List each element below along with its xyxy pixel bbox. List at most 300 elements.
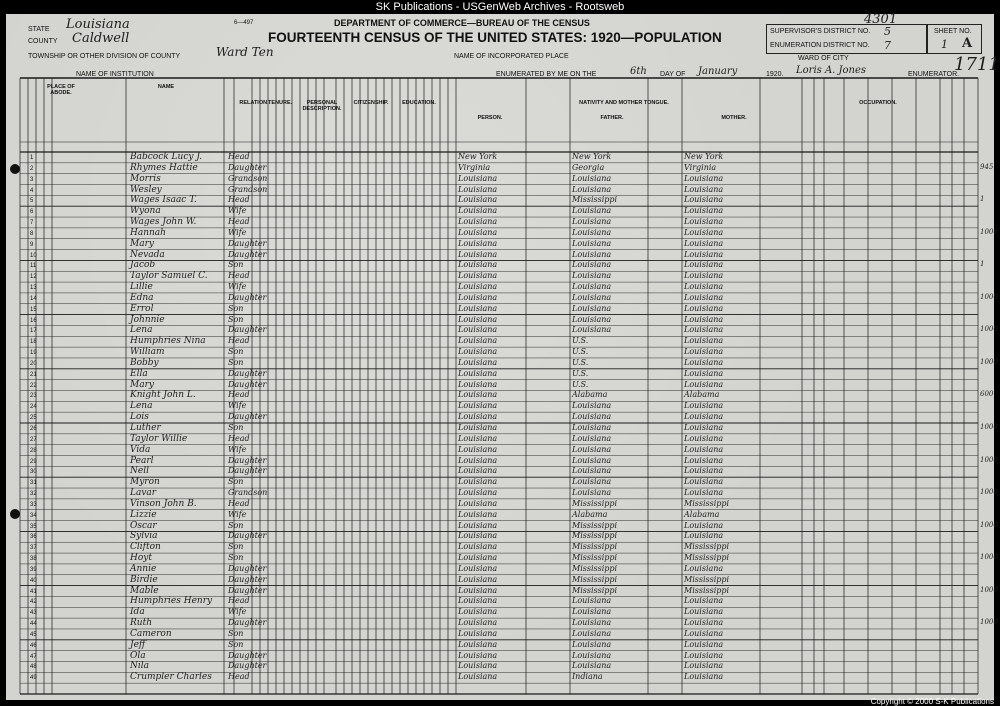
birthplace: Louisiana <box>458 585 498 595</box>
person-name: Pearl <box>130 455 154 466</box>
father-birthplace: Louisiana <box>572 433 612 443</box>
mother-birthplace: Louisiana <box>684 412 724 422</box>
person-name: Taylor Samuel C. <box>130 271 208 282</box>
col-group-tenure: TENURE. <box>268 100 293 106</box>
row-number: 39 <box>30 566 37 573</box>
row-number: 30 <box>30 469 37 476</box>
relation: Head <box>228 271 250 281</box>
col-group-education: EDUCATION. <box>402 100 436 106</box>
enumerator-label: ENUMERATOR. <box>908 71 960 78</box>
father-birthplace: Louisiana <box>572 596 612 606</box>
mother-birthplace: Louisiana <box>684 227 724 237</box>
father-birthplace: Louisiana <box>572 650 612 660</box>
margin-note: 945 <box>980 162 994 171</box>
person-name: Humphries Nina <box>130 336 206 347</box>
row-number: 40 <box>30 577 37 584</box>
birthplace: Louisiana <box>458 650 498 660</box>
person-name: Vinson John B. <box>130 498 197 509</box>
person-name: Mary <box>130 379 154 390</box>
mother-birthplace: Alabama <box>684 509 720 519</box>
mother-birthplace: Louisiana <box>684 433 724 443</box>
sub-header-mother: MOTHER. <box>721 115 747 121</box>
relation: Son <box>228 639 244 649</box>
father-birthplace: Louisiana <box>572 423 612 432</box>
mother-birthplace: Louisiana <box>684 444 724 454</box>
mother-birthplace: Louisiana <box>684 217 724 227</box>
birthplace: Louisiana <box>458 553 498 563</box>
relation: Head <box>228 217 250 227</box>
row-number: 37 <box>30 545 37 552</box>
col-group-nativity: NATIVITY AND MOTHER TONGUE. <box>579 100 669 106</box>
person-name: Johnnie <box>130 314 165 325</box>
person-name: Nevada <box>130 249 165 260</box>
birthplace: Louisiana <box>458 238 498 248</box>
county-value: Caldwell <box>72 31 130 46</box>
father-birthplace: Louisiana <box>572 628 612 638</box>
birthplace: Louisiana <box>458 401 498 411</box>
person-name: Errol <box>130 303 154 314</box>
mother-birthplace: Louisiana <box>684 466 724 476</box>
person-name: Lois <box>130 412 149 423</box>
row-number: 38 <box>30 556 37 563</box>
mother-birthplace: New York <box>684 152 724 161</box>
relation: Son <box>228 303 244 313</box>
father-birthplace: Mississippi <box>572 498 618 508</box>
margin-note: 1000 <box>980 357 998 366</box>
person-name: Crumpler Charles <box>130 672 212 683</box>
relation: Head <box>228 336 250 346</box>
father-birthplace: Louisiana <box>572 314 612 324</box>
father-birthplace: U.S. <box>572 379 589 389</box>
mother-birthplace: Louisiana <box>684 271 724 281</box>
row-number: 49 <box>30 675 37 682</box>
row-number: 13 <box>30 285 37 292</box>
father-birthplace: Louisiana <box>572 325 612 335</box>
birthplace: Louisiana <box>458 639 498 649</box>
row-number: 4 <box>30 187 34 194</box>
relation: Daughter <box>228 531 267 541</box>
birthplace: Louisiana <box>458 314 498 324</box>
relation: Son <box>228 423 244 432</box>
row-number: 11 <box>30 263 37 270</box>
copyright-notice: Copyright © 2000 S-K Publications <box>870 697 994 706</box>
birthplace: Louisiana <box>458 607 498 617</box>
father-birthplace: Louisiana <box>572 249 612 259</box>
mother-birthplace: Louisiana <box>684 282 724 292</box>
relation: Wife <box>228 607 247 617</box>
birthplace: Louisiana <box>458 184 498 194</box>
margin-note: 1000 <box>980 292 998 301</box>
birthplace: Louisiana <box>458 303 498 313</box>
relation: Grandson <box>228 184 268 194</box>
mother-birthplace: Louisiana <box>684 628 724 638</box>
father-birthplace: Louisiana <box>572 477 612 487</box>
relation: Daughter <box>228 466 267 476</box>
relation: Daughter <box>228 292 267 302</box>
row-number: 18 <box>30 339 37 346</box>
relation: Son <box>228 477 244 487</box>
relation: Daughter <box>228 325 267 335</box>
relation: Head <box>228 152 250 161</box>
father-birthplace: Louisiana <box>572 661 612 671</box>
birthplace: Louisiana <box>458 477 498 487</box>
row-number: 20 <box>30 360 37 367</box>
row-number: 5 <box>30 198 34 205</box>
mother-birthplace: Mississippi <box>684 498 730 508</box>
row-number: 34 <box>30 512 37 519</box>
table-row <box>6 673 986 684</box>
col-group-occupation: OCCUPATION. <box>859 100 897 106</box>
sub-header-person: PERSON. <box>477 115 503 121</box>
mother-birthplace: Louisiana <box>684 249 724 259</box>
father-birthplace: Louisiana <box>572 282 612 292</box>
person-name: Birdie <box>130 574 158 585</box>
father-birthplace: U.S. <box>572 336 589 346</box>
date-day: 6th <box>630 66 647 77</box>
birthplace: Louisiana <box>458 542 498 552</box>
relation: Daughter <box>228 412 267 422</box>
row-number: 21 <box>30 371 37 378</box>
father-birthplace: Mississippi <box>572 195 618 205</box>
person-name: Ola <box>130 650 146 661</box>
birthplace: Louisiana <box>458 282 498 292</box>
birthplace: Louisiana <box>458 336 498 346</box>
person-name: Jeff <box>130 639 146 650</box>
birthplace: Louisiana <box>458 347 498 357</box>
person-name: Oscar <box>130 520 157 531</box>
father-birthplace: Louisiana <box>572 292 612 302</box>
relation: Daughter <box>228 379 267 389</box>
person-name: Lillie <box>130 282 153 293</box>
enumeration-label: ENUMERATION DISTRICT NO. <box>770 42 870 49</box>
person-name: Ida <box>130 607 145 618</box>
mother-birthplace: Louisiana <box>684 531 724 541</box>
mother-birthplace: Mississippi <box>684 574 730 584</box>
birthplace: Louisiana <box>458 260 498 270</box>
person-name: Annie <box>130 563 157 574</box>
person-name: Hoyt <box>130 553 152 564</box>
birthplace: Louisiana <box>458 498 498 508</box>
person-name: Mary <box>130 238 154 249</box>
father-birthplace: Louisiana <box>572 173 612 183</box>
mother-birthplace: Louisiana <box>684 314 724 324</box>
year-label: 1920. <box>766 71 784 78</box>
father-birthplace: Georgia <box>572 162 605 172</box>
person-name: Wyona <box>130 206 161 217</box>
relation: Head <box>228 498 250 508</box>
row-number: 14 <box>30 295 37 302</box>
birthplace: Louisiana <box>458 488 498 498</box>
father-birthplace: Louisiana <box>572 227 612 237</box>
margin-note: 1000 <box>980 520 998 529</box>
person-name: Babcock Lucy J. <box>130 152 203 162</box>
birthplace: Louisiana <box>458 292 498 302</box>
person-name: Ruth <box>130 618 152 629</box>
person-name: Myron <box>130 477 160 488</box>
birthplace: Louisiana <box>458 574 498 584</box>
relation: Son <box>228 628 244 638</box>
margin-note: 1000 <box>980 585 998 594</box>
mother-birthplace: Louisiana <box>684 325 724 335</box>
row-number: 16 <box>30 317 37 324</box>
father-birthplace: Louisiana <box>572 412 612 422</box>
mother-birthplace: Louisiana <box>684 672 724 682</box>
row-number: 28 <box>30 447 37 454</box>
birthplace: Louisiana <box>458 455 498 465</box>
father-birthplace: Louisiana <box>572 260 612 270</box>
mother-birthplace: Louisiana <box>684 520 724 530</box>
birthplace: Louisiana <box>458 563 498 573</box>
row-number: 10 <box>30 252 37 259</box>
person-name: Jacob <box>130 260 156 271</box>
relation: Daughter <box>228 162 267 172</box>
row-number: 48 <box>30 664 37 671</box>
father-birthplace: Alabama <box>572 390 608 400</box>
father-birthplace: Indiana <box>572 672 603 682</box>
row-number: 8 <box>30 230 34 237</box>
state-value: Louisiana <box>66 17 130 32</box>
relation: Son <box>228 520 244 530</box>
person-name: Luther <box>130 423 161 433</box>
father-birthplace: Louisiana <box>572 217 612 227</box>
ward-label: WARD OF CITY <box>798 55 849 62</box>
mother-birthplace: Mississippi <box>684 542 730 552</box>
person-name: Lena <box>130 401 153 412</box>
mother-birthplace: Louisiana <box>684 639 724 649</box>
father-birthplace: Louisiana <box>572 618 612 628</box>
row-number: 9 <box>30 241 34 248</box>
mother-birthplace: Louisiana <box>684 347 724 357</box>
person-name: Clifton <box>130 542 161 553</box>
person-name: Edna <box>130 292 154 303</box>
mother-birthplace: Louisiana <box>684 477 724 487</box>
relation: Son <box>228 260 244 270</box>
person-name: Nell <box>130 466 149 477</box>
row-number: 27 <box>30 436 37 443</box>
person-name: Lavar <box>130 488 157 499</box>
person-name: William <box>130 347 165 358</box>
col-group-relation: RELATION. <box>239 100 269 106</box>
father-birthplace: Louisiana <box>572 238 612 248</box>
person-name: Wages John W. <box>130 217 197 228</box>
mother-birthplace: Louisiana <box>684 238 724 248</box>
mother-birthplace: Louisiana <box>684 292 724 302</box>
row-number: 23 <box>30 393 37 400</box>
ward-value: Ward Ten <box>216 45 274 59</box>
father-birthplace: Mississippi <box>572 553 618 563</box>
relation: Daughter <box>228 585 267 595</box>
relation: Daughter <box>228 238 267 248</box>
margin-note: 1000 <box>980 227 998 236</box>
relation: Grandson <box>228 173 268 183</box>
relation: Daughter <box>228 249 267 259</box>
mother-birthplace: Louisiana <box>684 303 724 313</box>
relation: Head <box>228 390 250 400</box>
row-number: 45 <box>30 631 37 638</box>
birthplace: Louisiana <box>458 433 498 443</box>
row-number: 12 <box>30 274 37 281</box>
birthplace: Louisiana <box>458 227 498 237</box>
relation: Daughter <box>228 455 267 465</box>
birthplace: Louisiana <box>458 379 498 389</box>
person-name: Wages Isaac T. <box>130 195 197 206</box>
state-label: STATE <box>28 26 50 33</box>
mother-birthplace: Louisiana <box>684 423 724 432</box>
margin-note: 1000 <box>980 488 998 497</box>
col-group-name: NAME <box>157 84 175 90</box>
margin-note: 600 <box>980 390 994 399</box>
census-sheet <box>6 12 1000 700</box>
mother-birthplace: Louisiana <box>684 661 724 671</box>
mother-birthplace: Louisiana <box>684 336 724 346</box>
birthplace: Louisiana <box>458 357 498 367</box>
relation: Head <box>228 195 250 205</box>
father-birthplace: Louisiana <box>572 444 612 454</box>
relation: Daughter <box>228 618 267 628</box>
mother-birthplace: Louisiana <box>684 401 724 411</box>
supervisor-label: SUPERVISOR'S DISTRICT NO. <box>770 28 871 35</box>
father-birthplace: Alabama <box>572 509 608 519</box>
archive-title-bar <box>0 0 1000 14</box>
father-birthplace: Mississippi <box>572 585 618 595</box>
relation: Wife <box>228 282 247 292</box>
person-name: Rhymes Hattie <box>130 162 198 173</box>
relation: Wife <box>228 227 247 237</box>
father-birthplace: Mississippi <box>572 563 618 573</box>
mother-birthplace: Virginia <box>684 162 717 172</box>
relation: Wife <box>228 509 247 519</box>
relation: Head <box>228 433 250 443</box>
birthplace: Louisiana <box>458 173 498 183</box>
father-birthplace: Louisiana <box>572 206 612 216</box>
birthplace: Louisiana <box>458 531 498 541</box>
birthplace: Louisiana <box>458 325 498 335</box>
relation: Daughter <box>228 563 267 573</box>
birthplace: Louisiana <box>458 520 498 530</box>
father-birthplace: U.S. <box>572 357 589 367</box>
row-number: 46 <box>30 642 37 649</box>
birthplace: New York <box>458 152 498 161</box>
father-birthplace: Louisiana <box>572 466 612 476</box>
birthplace: Louisiana <box>458 661 498 671</box>
archive-title: SK Publications - USGenWeb Archives - Rootsweb <box>375 1 625 13</box>
birthplace: Louisiana <box>458 271 498 281</box>
mother-birthplace: Louisiana <box>684 184 724 194</box>
mother-birthplace: Louisiana <box>684 596 724 606</box>
birthplace: Louisiana <box>458 618 498 628</box>
row-number: 29 <box>30 458 37 465</box>
father-birthplace: Louisiana <box>572 271 612 281</box>
relation: Son <box>228 314 244 324</box>
margin-note: 1 <box>980 195 985 204</box>
mother-birthplace: Louisiana <box>684 488 724 498</box>
enumeration-value: 7 <box>884 39 891 52</box>
person-name: Nila <box>130 661 149 672</box>
row-number: 24 <box>30 404 37 411</box>
person-name: Wesley <box>130 184 162 195</box>
person-name: Vida <box>130 444 151 455</box>
supervisor-value: 5 <box>884 25 891 38</box>
row-number: 7 <box>30 220 34 227</box>
birthplace: Louisiana <box>458 444 498 454</box>
relation: Son <box>228 357 244 367</box>
row-number: 15 <box>30 306 37 313</box>
mother-birthplace: Alabama <box>684 390 720 400</box>
sub-header-father: FATHER. <box>600 115 624 121</box>
mother-birthplace: Louisiana <box>684 455 724 465</box>
relation: Daughter <box>228 368 267 378</box>
father-birthplace: Louisiana <box>572 303 612 313</box>
mother-birthplace: Louisiana <box>684 618 724 628</box>
mother-birthplace: Mississippi <box>684 585 730 595</box>
institution-label: NAME OF INSTITUTION <box>76 71 154 78</box>
sheet-top-number: 4301 <box>864 12 898 27</box>
person-name: Humphries Henry <box>130 596 213 607</box>
birthplace: Louisiana <box>458 423 498 432</box>
col-group-citizenship: CITIZENSHIP. <box>353 100 389 106</box>
birthplace: Louisiana <box>458 466 498 476</box>
father-birthplace: Louisiana <box>572 455 612 465</box>
sheet-letter: A <box>962 36 973 51</box>
birthplace: Louisiana <box>458 217 498 227</box>
person-name: Taylor Willie <box>130 433 188 444</box>
father-birthplace: U.S. <box>572 347 589 357</box>
birthplace: Louisiana <box>458 195 498 205</box>
relation: Son <box>228 347 244 357</box>
father-birthplace: New York <box>572 152 612 161</box>
mother-birthplace: Louisiana <box>684 206 724 216</box>
row-number: 36 <box>30 534 37 541</box>
mother-birthplace: Louisiana <box>684 379 724 389</box>
mother-birthplace: Louisiana <box>684 607 724 617</box>
row-number: 31 <box>30 480 37 487</box>
relation: Head <box>228 672 250 682</box>
relation: Daughter <box>228 650 267 660</box>
birthplace: Louisiana <box>458 509 498 519</box>
township-label: TOWNSHIP OR OTHER DIVISION OF COUNTY <box>28 53 181 60</box>
person-name: Knight John L. <box>130 390 196 401</box>
person-name: Hannah <box>130 227 166 238</box>
row-number: 26 <box>30 426 37 432</box>
birthplace: Louisiana <box>458 596 498 606</box>
mother-birthplace: Louisiana <box>684 260 724 270</box>
relation: Son <box>228 542 244 552</box>
mother-birthplace: Mississippi <box>684 553 730 563</box>
row-number: 19 <box>30 350 37 357</box>
form-number: 6—497 <box>234 20 254 26</box>
relation: Grandson <box>228 488 268 498</box>
mother-birthplace: Louisiana <box>684 368 724 378</box>
margin-note: 1 <box>980 260 985 269</box>
relation: Son <box>228 553 244 563</box>
row-number: 6 <box>30 209 34 216</box>
page-title: FOURTEENTH CENSUS OF THE UNITED STATES: 1920—POPULATION <box>268 30 722 45</box>
margin-note: 1000 <box>980 455 998 464</box>
father-birthplace: Louisiana <box>572 639 612 649</box>
mother-birthplace: Louisiana <box>684 563 724 573</box>
birthplace: Louisiana <box>458 206 498 216</box>
relation: Wife <box>228 401 247 411</box>
row-number: 22 <box>30 382 37 389</box>
mother-birthplace: Louisiana <box>684 650 724 660</box>
father-birthplace: Mississippi <box>572 574 618 584</box>
county-label: COUNTY <box>28 38 58 45</box>
row-number: 17 <box>30 328 37 335</box>
birthplace: Louisiana <box>458 368 498 378</box>
mother-birthplace: Louisiana <box>684 357 724 367</box>
father-birthplace: Mississippi <box>572 531 618 541</box>
mother-birthplace: Louisiana <box>684 173 724 183</box>
